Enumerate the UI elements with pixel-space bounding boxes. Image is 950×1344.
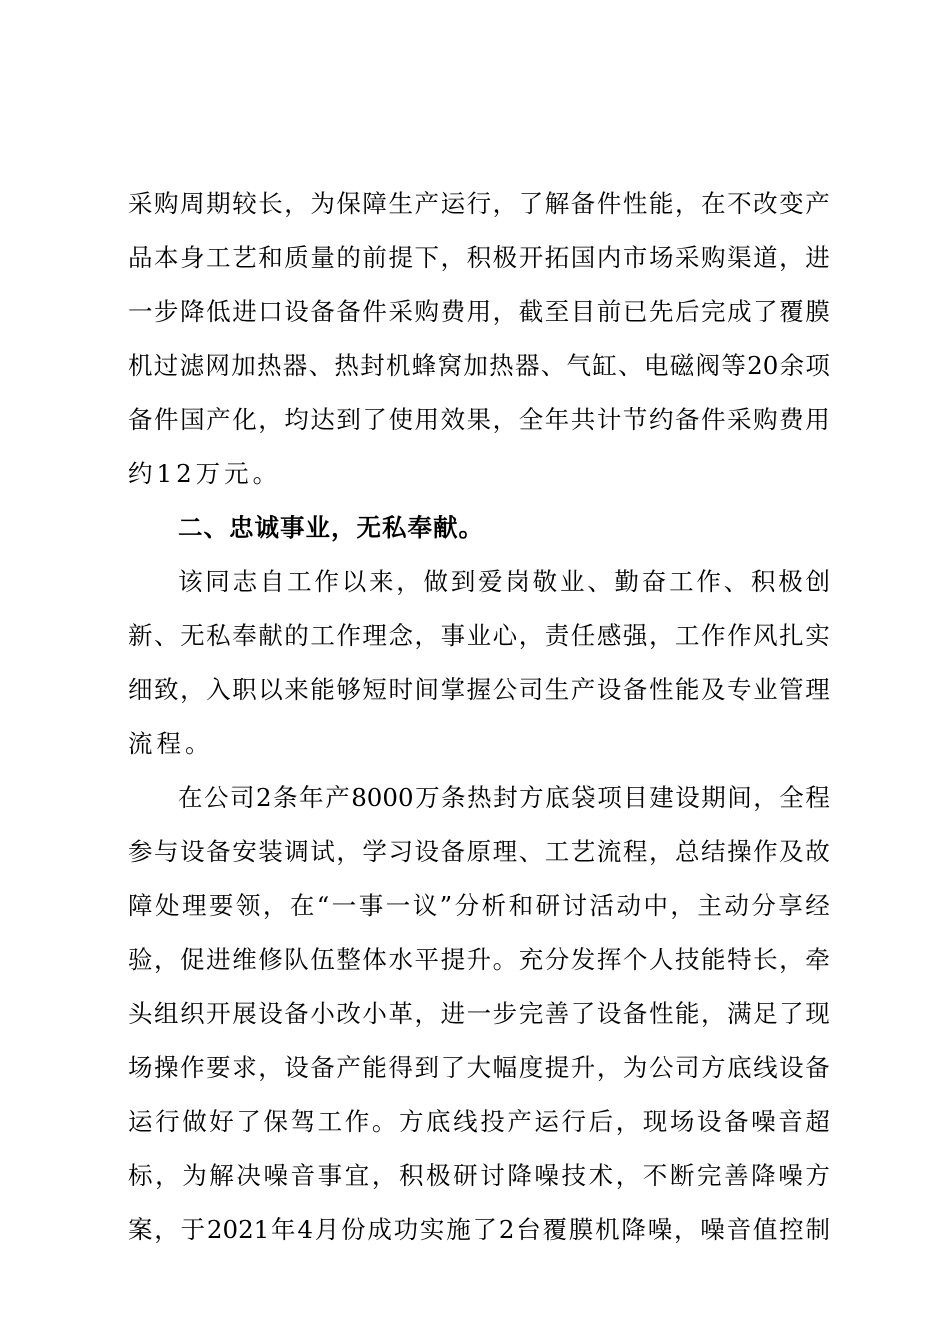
paragraph-line: 约12万元。 bbox=[128, 459, 282, 488]
paragraph-line: 障 处 理 要 领 ， 在 “ 一 事 一 议 ” 分 析 和 研 讨 活 动 中 ， 主 动 分 享 经 bbox=[128, 891, 830, 920]
paragraph-line: 细 致 ， 入 职 以 来 能 够 短 时 间 掌 握 公 司 生 产 设 备 性 能 及 专 业 管 理 bbox=[128, 675, 830, 704]
paragraph-line: 新 、 无 私 奉 献 的 工 作 理 念 ， 事 业 心 ， 责 任 感 强 ， 工 作 作 风 扎 实 bbox=[128, 621, 830, 650]
paragraph-line: 该 同 志 自 工 作 以 来 ， 做 到 爱 岗 敬 业 、 勤 奋 工 作 、 积 极 创 bbox=[178, 567, 830, 596]
paragraph-line: 运 行 做 好 了 保 驾 工 作 。 方 底 线 投 产 运 行 后 ， 现 场 设 备 噪 音 超 bbox=[128, 1107, 830, 1136]
paragraph-line: 一 步 降 低 进 口 设 备 备 件 采 购 费 用 ， 截 至 目 前 已 先 后 完 成 了 覆 膜 bbox=[128, 297, 830, 326]
paragraph-line: 采 购 周 期 较 长 ， 为 保 障 生 产 运 行 ， 了 解 备 件 性 能 ， 在 不 改 变 产 bbox=[128, 189, 830, 218]
paragraph-line: 品 本 身 工 艺 和 质 量 的 前 提 下 ， 积 极 开 拓 国 内 市 场 采 购 渠 道 ， 进 bbox=[128, 243, 830, 272]
paragraph-line: 参 与 设 备 安 装 调 试 ， 学 习 设 备 原 理 、 工 艺 流 程 ， 总 结 操 作 及 故 bbox=[128, 837, 830, 866]
paragraph-line: 在 公 司 2 条 年 产 8000 万 条 热 封 方 底 袋 项 目 建 设 期 间 ， 全 程 bbox=[178, 783, 830, 812]
paragraph-line: 头 组 织 开 展 设 备 小 改 小 革 ， 进 一 步 完 善 了 设 备 性 能 ， 满 足 了 现 bbox=[128, 999, 830, 1028]
section-heading: 二、忠诚事业，无私奉献。 bbox=[178, 513, 484, 542]
paragraph-line: 机 过 滤 网 加 热 器 、 热 封 机 蜂 窝 加 热 器 、 气 缸 、 电 磁 阀 等 20 余 项 bbox=[128, 351, 830, 380]
paragraph-line: 案 ， 于 2021 年 4 月 份 成 功 实 施 了 2 台 覆 膜 机 降 噪 ， 噪 音 值 控 制 bbox=[128, 1215, 830, 1244]
paragraph-line: 验 ， 促 进 维 修 队 伍 整 体 水 平 提 升 。 充 分 发 挥 个 人 技 能 特 长 ， 牵 bbox=[128, 945, 830, 974]
paragraph-line: 场 操 作 要 求 ， 设 备 产 能 得 到 了 大 幅 度 提 升 ， 为 公 司 方 底 线 设 备 bbox=[128, 1053, 830, 1082]
paragraph-line: 流程。 bbox=[128, 729, 214, 758]
paragraph-line: 标 ， 为 解 决 噪 音 事 宜 ， 积 极 研 讨 降 噪 技 术 ， 不 断 完 善 降 噪 方 bbox=[128, 1161, 830, 1190]
paragraph-line: 备 件 国 产 化 ， 均 达 到 了 使 用 效 果 ， 全 年 共 计 节 约 备 件 采 购 费 用 bbox=[128, 405, 830, 434]
